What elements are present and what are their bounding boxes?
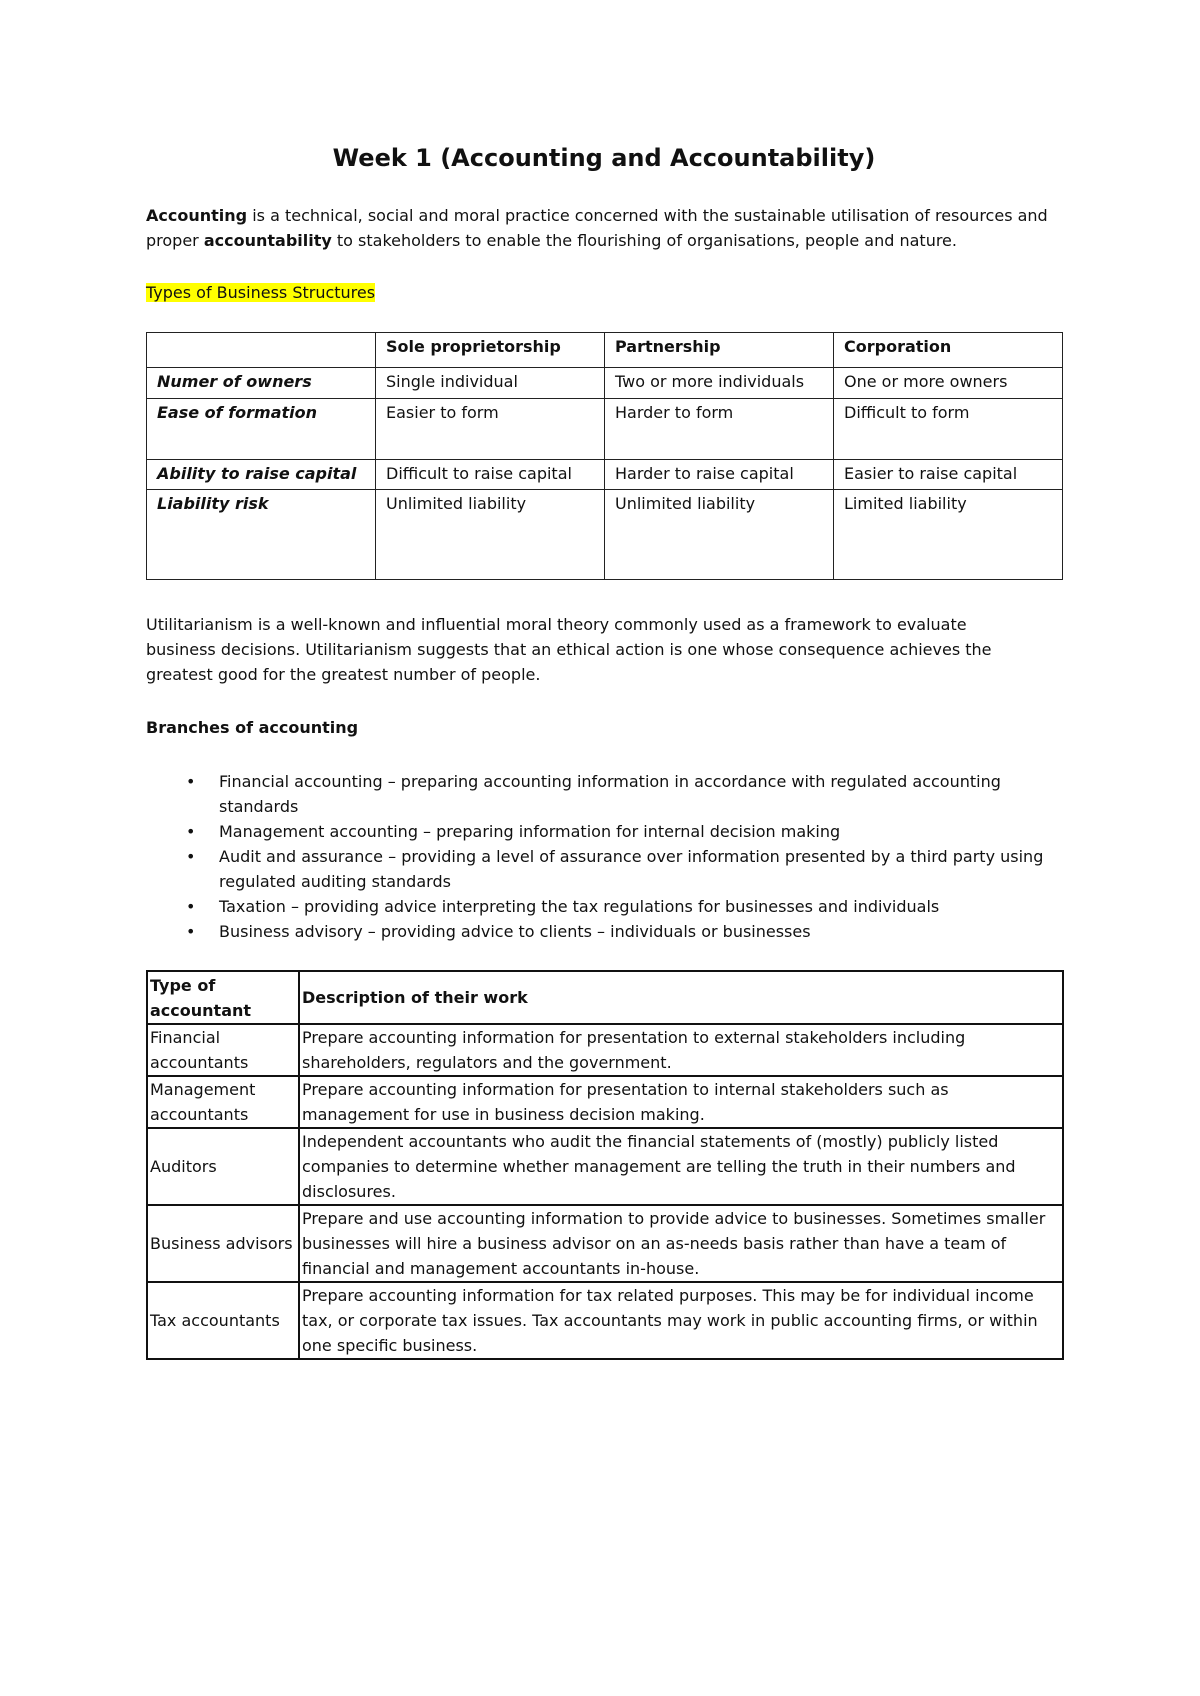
table-cell: Easier to raise capital: [834, 460, 1063, 490]
branches-list: [146, 769, 1062, 944]
table-cell: Limited liability: [834, 490, 1063, 580]
utilitarianism-paragraph: Utilitarianism is a well-known and influential moral theory commonly used as a framework to evaluate business decisions. Utilitarianism suggests that an ethical action is one whose consequence achieves the greatest good for the greatest number of people.: [146, 615, 992, 684]
table-row: [147, 460, 1063, 490]
bullet-icon: •: [186, 847, 196, 866]
header-cell: Type of accountant: [147, 971, 299, 1024]
branches-heading: Branches of accounting: [146, 718, 359, 737]
row-label: Auditors: [147, 1128, 299, 1205]
intro-text-1: is a technical, social and moral practice concerned with the sustainable utilisation of resources and proper: [146, 206, 1048, 250]
types-heading: [146, 280, 375, 305]
row-label: Ability to raise capital: [147, 460, 376, 490]
intro-paragraph: [146, 203, 1062, 253]
table-header-row: [147, 971, 1063, 1024]
row-label: Business advisors: [147, 1205, 299, 1282]
table-row: [147, 1282, 1063, 1359]
table-cell: Prepare accounting information for tax related purposes. This may be for individual income tax, or corporate tax issues. Tax accountants may work in public accounting firms, or within one specific business.: [299, 1282, 1063, 1359]
bullet-icon: •: [186, 897, 196, 916]
page-title: Week 1 (Accounting and Accountability): [332, 144, 876, 172]
list-item: [146, 894, 1062, 919]
row-label: Financial accountants: [147, 1024, 299, 1076]
table-cell: Single individual: [376, 368, 605, 399]
table-cell: Difficult to form: [834, 399, 1063, 460]
list-item: [146, 769, 1062, 819]
bullet-icon: •: [186, 772, 196, 791]
table-cell: Prepare accounting information for presentation to internal stakeholders such as management for use in business decision making.: [299, 1076, 1063, 1128]
term-accounting: Accounting: [146, 206, 248, 225]
list-item: [146, 844, 1062, 894]
header-cell: [147, 333, 376, 368]
table-cell: Harder to raise capital: [605, 460, 834, 490]
table-cell: Independent accountants who audit the financial statements of (mostly) publicly listed companies to determine whether management are telling the truth in their numbers and disclosures.: [299, 1128, 1063, 1205]
table-row: [147, 1024, 1063, 1076]
row-label: Ease of formation: [147, 399, 376, 460]
table-row: [147, 399, 1063, 460]
row-label: Numer of owners: [147, 368, 376, 399]
table-cell: Two or more individuals: [605, 368, 834, 399]
table-row: [147, 1076, 1063, 1128]
types-heading-text: Types of Business Structures: [146, 283, 376, 302]
table-row: [147, 490, 1063, 580]
list-item-text: Taxation – providing advice interpreting the tax regulations for businesses and individuals: [219, 897, 940, 916]
row-label: Liability risk: [147, 490, 376, 580]
bullet-icon: •: [186, 922, 196, 941]
header-cell: Partnership: [605, 333, 834, 368]
term-accountability: accountability: [203, 231, 332, 250]
table-cell: Prepare accounting information for presentation to external stakeholders including shareholders, regulators and the government.: [299, 1024, 1063, 1076]
table-cell: One or more owners: [834, 368, 1063, 399]
header-cell: Sole proprietorship: [376, 333, 605, 368]
bullet-icon: •: [186, 822, 196, 841]
accountants-table: [146, 970, 1064, 1360]
table-cell: Prepare and use accounting information to provide advice to businesses. Sometimes smaller businesses will hire a business advisor on an as-needs basis rather than have a team of financial and management accountants in-house.: [299, 1205, 1063, 1282]
header-cell: Corporation: [834, 333, 1063, 368]
table-cell: Easier to form: [376, 399, 605, 460]
list-item-text: Management accounting – preparing information for internal decision making: [219, 822, 841, 841]
table-cell: Unlimited liability: [605, 490, 834, 580]
table-cell: Harder to form: [605, 399, 834, 460]
table-row: [147, 368, 1063, 399]
header-cell: Description of their work: [299, 971, 1063, 1024]
intro-text-2: to stakeholders to enable the flourishing of organisations, people and nature.: [331, 231, 957, 250]
list-item-text: Financial accounting – preparing accounting information in accordance with regulated accounting standards: [219, 772, 1001, 816]
list-item-text: Business advisory – providing advice to clients – individuals or businesses: [219, 922, 811, 941]
table-header-row: [147, 333, 1063, 368]
row-label: Management accountants: [147, 1076, 299, 1128]
list-item-text: Audit and assurance – providing a level of assurance over information presented by a third party using regulated auditing standards: [219, 847, 1044, 891]
table-cell: Difficult to raise capital: [376, 460, 605, 490]
list-item: [146, 819, 1062, 844]
row-label: Tax accountants: [147, 1282, 299, 1359]
list-item: [146, 919, 1062, 944]
business-structures-table: [146, 332, 1063, 580]
table-cell: Unlimited liability: [376, 490, 605, 580]
table-row: [147, 1205, 1063, 1282]
table-row: [147, 1128, 1063, 1205]
